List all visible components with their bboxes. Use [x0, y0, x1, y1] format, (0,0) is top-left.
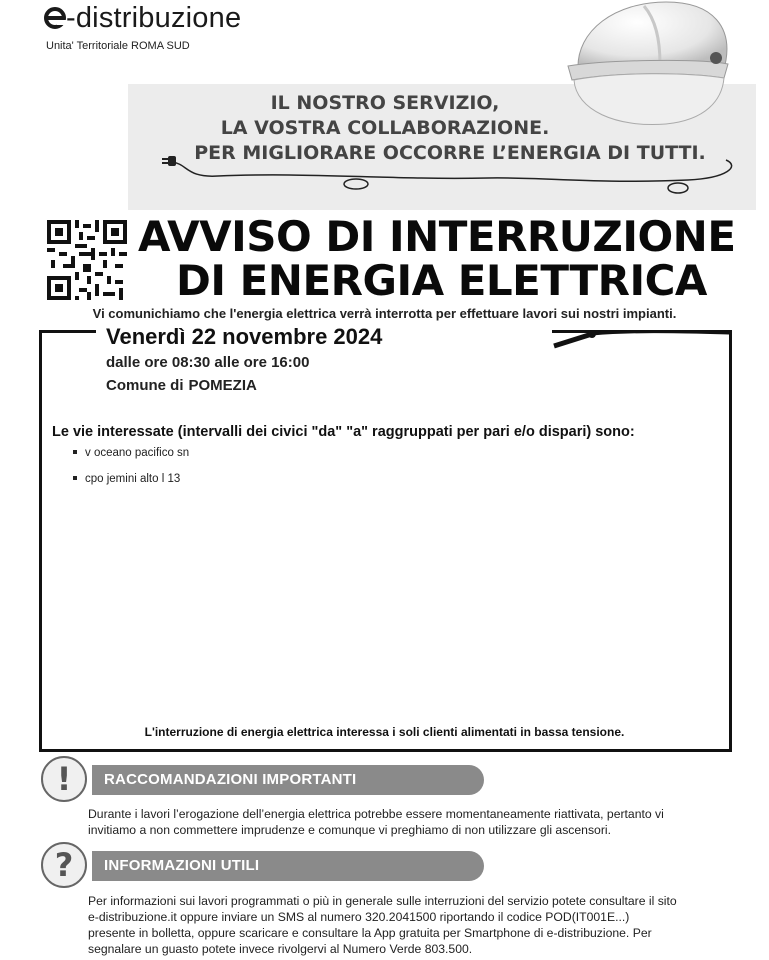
logo-text: -distribuzione — [66, 2, 242, 34]
exclamation-icon: ! — [41, 756, 87, 802]
info-text — [88, 893, 758, 957]
slogan-line-3: PER MIGLIORARE OCCORRE L’ENERGIA DI TUTTI. — [194, 142, 706, 164]
info-line-3: presente in bolletta, oppure scaricare e consultare la App gratuita per Smartphone di e-distribuzione. Per — [88, 926, 652, 940]
recommendations-text — [88, 806, 748, 838]
interruption-hours: dalle ore 08:30 alle ore 16:00 — [106, 354, 310, 371]
municipality-value: POMEZIA — [188, 377, 257, 394]
info-line-2: e-distribuzione.it oppure inviare un SMS al numero 320.2041500 riportando il codice POD(IT001E...) — [88, 910, 630, 924]
municipality-label: Comune di — [106, 377, 184, 394]
qr-code[interactable] — [47, 220, 127, 300]
company-logo — [44, 4, 241, 33]
logo-e-mark — [44, 4, 66, 33]
street-item: v oceano pacifico sn — [76, 447, 189, 459]
slogan-line-2: LA VOSTRA COLLABORAZIONE. — [220, 117, 550, 139]
question-icon: ? — [41, 842, 87, 888]
recommendations-line-2: invitiamo a non commettere imprudenze e comunque vi preghiamo di non utilizzare gli ascensori. — [88, 823, 611, 837]
plug-cable-icon — [128, 150, 756, 200]
streets-heading: Le vie interessate (intervalli dei civici "da" "a" raggruppati per pari e/o dispari) sono: — [52, 424, 635, 440]
notice-title-line-2: DI ENERGIA ELETTRICA — [176, 256, 707, 305]
info-line-4: segnalare un guasto potete invece rivolgervi al Numero Verde 803.500. — [88, 942, 473, 956]
recommendations-title: RACCOMANDAZIONI IMPORTANTI — [104, 771, 357, 788]
territorial-unit: Unita' Territoriale ROMA SUD — [46, 40, 190, 52]
street-item: cpo jemini alto l 13 — [76, 473, 180, 485]
info-header — [92, 851, 484, 881]
recommendations-line-1: Durante i lavori l’erogazione dell’energia elettrica potrebbe essere momentaneamente riattivata, pertanto vi — [88, 807, 664, 821]
slogan-line-1: IL NOSTRO SERVIZIO, — [270, 92, 500, 114]
municipality — [106, 377, 257, 394]
cable-decoration-icon — [548, 324, 738, 350]
intro-text: Vi comunichiamo che l'energia elettrica verrà interrotta per effettuare lavori sui nostri impianti. — [92, 306, 677, 321]
notice-title-line-1: AVVISO DI INTERRUZIONE — [138, 212, 736, 261]
info-title: INFORMAZIONI UTILI — [104, 857, 260, 874]
recommendations-header — [92, 765, 484, 795]
interruption-date: Venerdì 22 novembre 2024 — [106, 324, 383, 349]
low-voltage-note: L'interruzione di energia elettrica interessa i soli clienti alimentati in bassa tensione. — [144, 725, 625, 739]
info-line-1: Per informazioni sui lavori programmati o più in generale sulle interruzioni del servizio potete consultare il sito — [88, 894, 677, 908]
